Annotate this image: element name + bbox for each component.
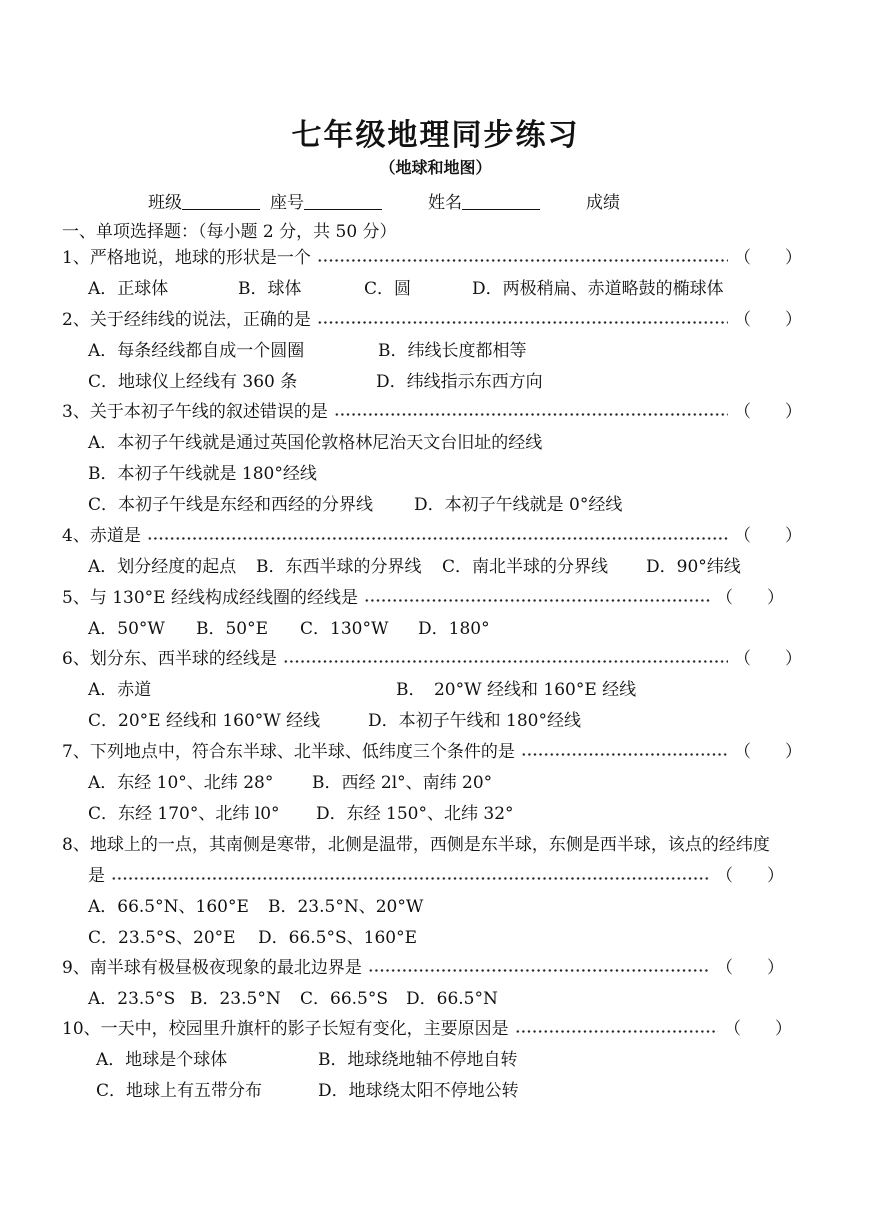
- question-9: [62, 957, 784, 979]
- question-stem: 6、划分东、西半球的经线是: [62, 649, 277, 669]
- leader-dots: [334, 413, 728, 416]
- option-a[interactable]: A．66.5°N、160°E: [88, 897, 249, 917]
- option-d[interactable]: D．东经 150°、北纬 32°: [316, 804, 514, 824]
- page-title: 七年级地理同步练习: [291, 118, 580, 153]
- name-field[interactable]: [428, 188, 540, 213]
- question-stem: 1、严格地说，地球的形状是一个: [62, 248, 311, 268]
- question-8-stem: 8、地球上的一点，其南侧是寒带，北侧是温带，西侧是东半球，东侧是西半球，该点的经纬度: [62, 835, 770, 855]
- question-10: [62, 1018, 792, 1040]
- question-stem: 5、与 130°E 经线构成经线圈的经线是: [62, 588, 358, 608]
- option-a[interactable]: A．地球是个球体: [96, 1050, 228, 1070]
- seat-blank[interactable]: [304, 193, 382, 210]
- answer-paren[interactable]: （ ）: [716, 958, 784, 978]
- leader-dots: [368, 969, 710, 972]
- answer-paren[interactable]: （ ）: [734, 526, 802, 546]
- leader-dots: [364, 599, 710, 602]
- score-label: 成绩: [586, 193, 620, 213]
- question-stem: 7、下列地点中，符合东半球、北半球、低纬度三个条件的是: [62, 742, 515, 762]
- option-d[interactable]: D．本初子午线就是 0°经线: [414, 495, 623, 515]
- answer-paren[interactable]: （ ）: [716, 866, 784, 886]
- option-d[interactable]: D．纬线指示东西方向: [376, 372, 543, 392]
- option-b[interactable]: B．东西半球的分界线: [256, 557, 422, 577]
- option-c[interactable]: C．南北半球的分界线: [442, 557, 609, 577]
- option-a[interactable]: A．每条经线都自成一个圆圈: [88, 341, 305, 361]
- question-stem-cont: 是: [88, 866, 105, 886]
- option-c[interactable]: C．20°E 经线和 160°W 经线: [88, 711, 321, 731]
- option-b[interactable]: B．纬线长度都相等: [378, 341, 527, 361]
- option-c[interactable]: C．66.5°S: [300, 989, 389, 1009]
- question-5: [62, 587, 784, 609]
- option-d[interactable]: D．地球绕太阳不停地公转: [318, 1081, 519, 1101]
- leader-dots: [317, 259, 728, 262]
- option-d[interactable]: D．180°: [418, 619, 490, 639]
- name-label: 姓名: [428, 193, 462, 213]
- class-label: 班级: [148, 193, 182, 213]
- option-b[interactable]: B．23.5°N: [190, 989, 281, 1009]
- leader-dots: [111, 877, 710, 880]
- option-c[interactable]: C．地球仪上经线有 360 条: [88, 372, 298, 392]
- leader-dots: [317, 321, 728, 324]
- question-stem: 10、一天中，校园里升旗杆的影子长短有变化，主要原因是: [62, 1019, 509, 1039]
- option-b[interactable]: B．本初子午线就是 180°经线: [88, 464, 317, 484]
- answer-paren[interactable]: （ ）: [734, 248, 802, 268]
- option-d[interactable]: D．本初子午线和 180°经线: [368, 711, 581, 731]
- option-a[interactable]: A．正球体: [88, 279, 169, 299]
- option-d[interactable]: D．66.5°S、160°E: [258, 928, 417, 948]
- question-2: [62, 309, 802, 331]
- seat-field[interactable]: [270, 188, 382, 213]
- option-b[interactable]: B． 20°W 经线和 160°E 经线: [396, 680, 637, 700]
- option-d[interactable]: D．66.5°N: [406, 989, 498, 1009]
- option-a[interactable]: A．50°W: [88, 619, 165, 639]
- option-c[interactable]: C．130°W: [300, 619, 389, 639]
- option-b[interactable]: B．西经 2l°、南纬 20°: [312, 773, 493, 793]
- option-a[interactable]: A．东经 10°、北纬 28°: [88, 773, 274, 793]
- option-c[interactable]: C．圆: [364, 279, 412, 299]
- option-a[interactable]: A．划分经度的起点: [88, 557, 237, 577]
- seat-label: 座号: [270, 193, 304, 213]
- section-heading: 一、单项选择题：（每小题 2 分，共 50 分）: [62, 222, 397, 242]
- option-b[interactable]: B．50°E: [196, 619, 269, 639]
- option-d[interactable]: D．90°纬线: [646, 557, 741, 577]
- answer-paren[interactable]: （ ）: [734, 402, 802, 422]
- option-b[interactable]: B．球体: [238, 279, 302, 299]
- question-6: [62, 648, 802, 670]
- option-b[interactable]: B．23.5°N、20°W: [268, 897, 424, 917]
- option-d[interactable]: D．两极稍扁、赤道略鼓的椭球体: [472, 279, 724, 299]
- option-a[interactable]: A．本初子午线就是通过英国伦敦格林尼治天文台旧址的经线: [88, 433, 543, 453]
- answer-paren[interactable]: （ ）: [734, 649, 802, 669]
- page-subtitle: （地球和地图）: [379, 158, 492, 177]
- answer-paren[interactable]: （ ）: [734, 742, 802, 762]
- leader-dots: [147, 537, 728, 540]
- class-blank[interactable]: [182, 193, 260, 210]
- question-stem: 9、南半球有极昼极夜现象的最北边界是: [62, 958, 362, 978]
- answer-paren[interactable]: （ ）: [724, 1019, 792, 1039]
- option-c[interactable]: C．23.5°S、20°E: [88, 928, 236, 948]
- option-a[interactable]: A．赤道: [88, 680, 152, 700]
- question-stem: 4、赤道是: [62, 526, 141, 546]
- option-c[interactable]: C．东经 170°、北纬 l0°: [88, 804, 280, 824]
- question-stem: 3、关于本初子午线的叙述错误的是: [62, 402, 328, 422]
- question-3: [62, 401, 802, 423]
- option-c[interactable]: C．本初子午线是东经和西经的分界线: [88, 495, 374, 515]
- option-b[interactable]: B．地球绕地轴不停地自转: [318, 1050, 518, 1070]
- class-field[interactable]: [148, 188, 260, 213]
- answer-paren[interactable]: （ ）: [716, 588, 784, 608]
- leader-dots: [521, 753, 728, 756]
- question-8: [88, 865, 784, 887]
- answer-paren[interactable]: （ ）: [734, 310, 802, 330]
- leader-dots: [283, 660, 728, 663]
- question-1: [62, 247, 802, 269]
- option-c[interactable]: C．地球上有五带分布: [96, 1081, 263, 1101]
- question-4: [62, 525, 802, 547]
- question-stem: 2、关于经纬线的说法，正确的是: [62, 310, 311, 330]
- name-blank[interactable]: [462, 193, 540, 210]
- question-7: [62, 741, 802, 763]
- option-a[interactable]: A．23.5°S: [88, 989, 176, 1009]
- leader-dots: [515, 1030, 718, 1033]
